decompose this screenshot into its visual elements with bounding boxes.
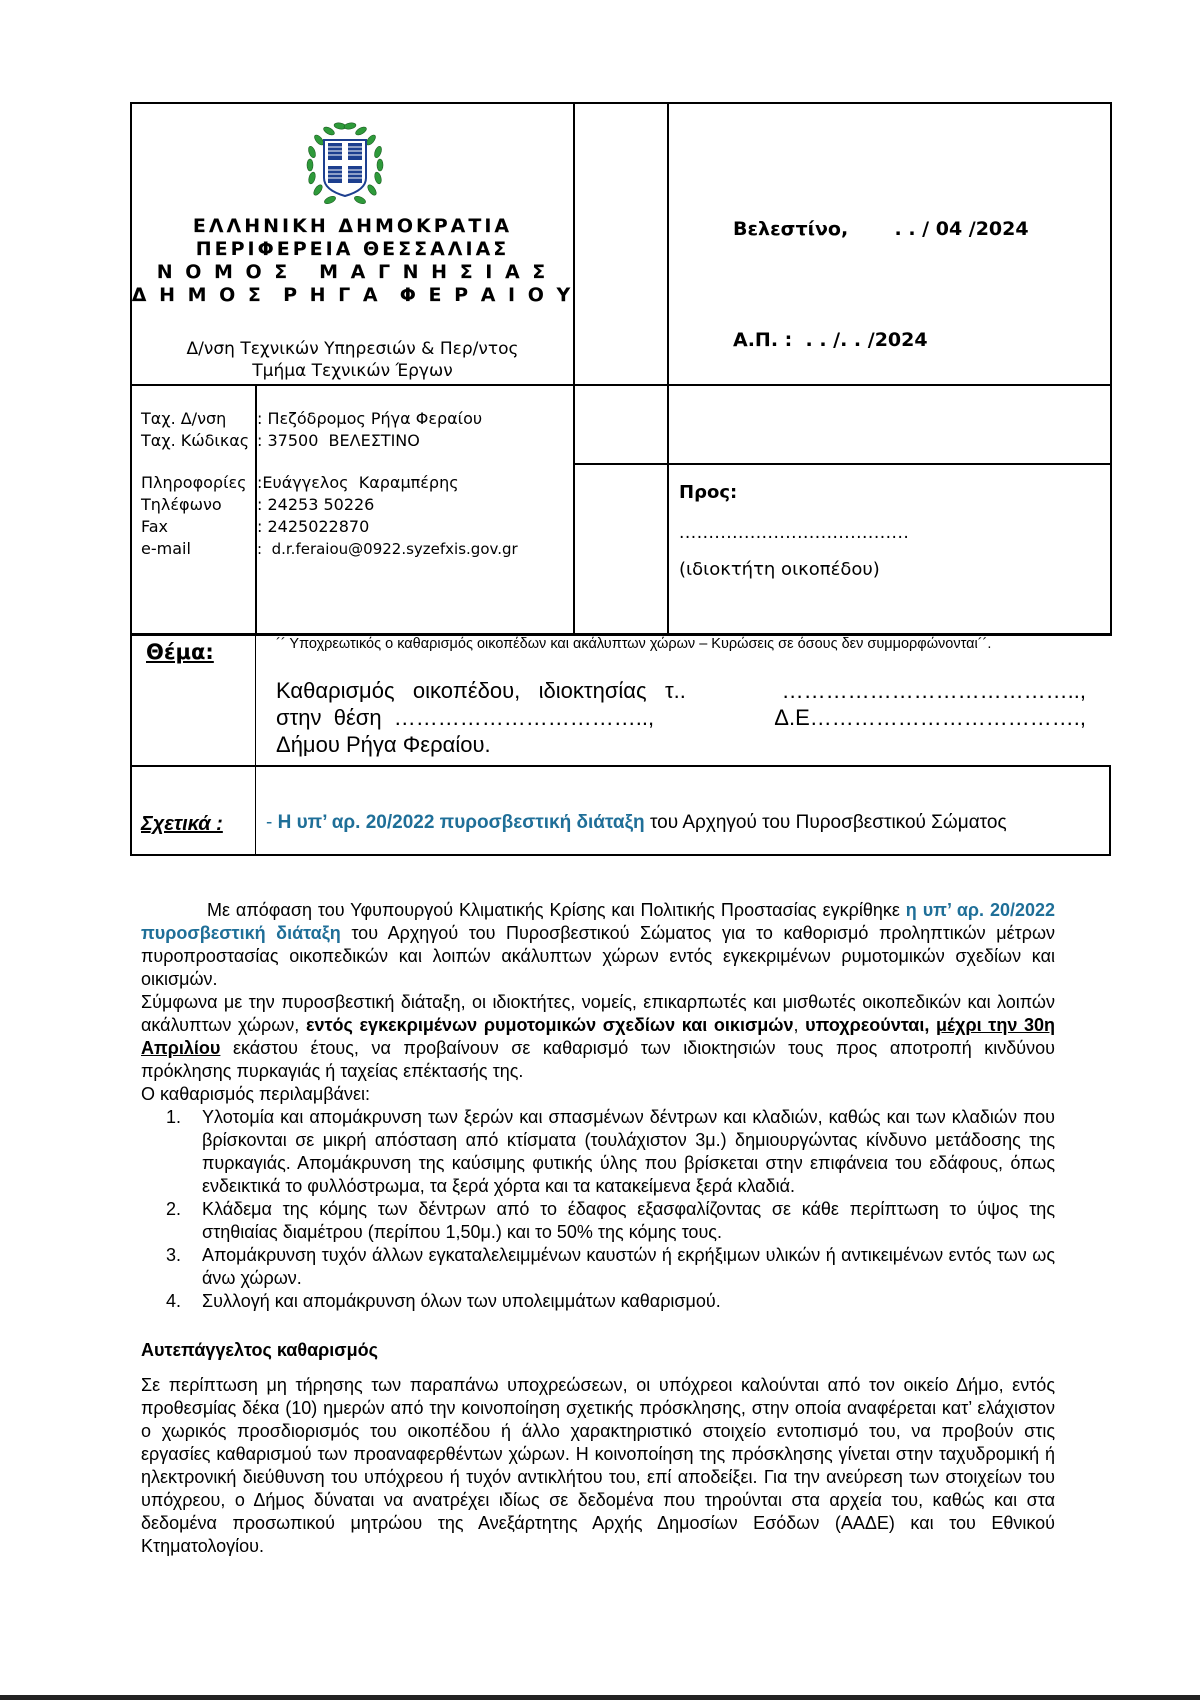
related-label: Σχετικά : (141, 813, 223, 835)
list-item (141, 1244, 1055, 1290)
list-text: Κλάδεμα της κόμης των δέντρων από το έδαφος εξασφαλίζοντας σε κάθε περίπτωση το ύψος της στηθιαίας διαμέτρου (περίπου 1,50μ.) και το 50% της κόμης τους. (202, 1199, 1055, 1242)
recipient-box-top (574, 463, 1112, 465)
contact-label: e-mail (141, 539, 191, 558)
paragraph-2 (141, 991, 1055, 1083)
date-protocol-block (733, 137, 1029, 396)
government-line-2: ΠΕΡΙΦΕΡΕΙΑ ΘΕΣΣΑΛΙΑΣ (195, 238, 510, 260)
p1-text-end: του Αρχηγού του Πυροσβεστικού Σώματος για το καθορισμό προληπτικών μέτρων πυροπροστασίας οικοπεδικών και λοιπών ακάλυπτων χώρων εντός εγκεκριμένων ρυμοτομικών σχεδίων και οικισμών. (141, 923, 1055, 989)
subject-label: Θέμα: (146, 640, 214, 664)
subject-fill: ………………………………….., (781, 678, 1086, 703)
paragraph-1 (141, 899, 1055, 991)
contact-row (141, 516, 518, 538)
contact-value: : Πεζόδρομος Ρήγα Φεραίου (257, 409, 483, 428)
recipient-role: (ιδιοκτήτη οικοπέδου) (679, 559, 880, 580)
p2-bold-obligation: υποχρεούνται, (805, 1015, 937, 1035)
section-heading: Αυτεπάγγελτος καθαρισμός (141, 1340, 378, 1360)
document-body (141, 899, 1055, 1558)
recipient-name-placeholder: ....................................... (679, 523, 910, 543)
cleaning-list (141, 1106, 1055, 1313)
subject-line-2 (276, 704, 1086, 731)
page-bottom-edge (0, 1695, 1200, 1700)
list-item (141, 1106, 1055, 1198)
related-row-top (130, 765, 1111, 767)
contact-value: : 2425022870 (257, 517, 370, 536)
paragraph-4: Σε περίπτωση μη τήρησης των παραπάνω υποχρεώσεων, οι υπόχρεοι καλούνται από τον οικείο Δήμο, εντός προθεσμίας δέκα (10) ημερών από την κοινοποίηση σχετικής πρόσκλησης, στην οποία αναφέρεται κατ’ ελάχιστον ο χωρικός προσδιορισμός του οικοπέδου ή άλλο χαρακτηριστικό στοιχείο εντοπισμό του, να προβούν στις εργασίες καθαρισμού των προαναφερθέντων χώρων. Η κοινοποίηση της πρόσκλησης γίνεται στην ταχυδρομική ή ηλεκτρονική διεύθυνση του υπόχρεου ή τυχόν αντικλήτου του, επί αποδείξει. Για την ανεύρεση των στοιχείων του υπόχρεου, ο Δήμος δύναται να ανατρέχει ιδίως σε δεδομένα που τηρούνται στα αρχεία του, καθώς και στα δεδομένα προσωπικού μητρώου της Ανεξάρτητης Αρχής Δημοσίων Εσόδων (ΑΑΔΕ) και του Εθνικού Κτηματολογίου. (141, 1375, 1055, 1556)
list-text: Απομάκρυνση τυχόν άλλων εγκαταλελειμμένων καυστών ή εκρήξιμων υλικών ή αντικειμένων εντός των ως άνω χώρων. (202, 1245, 1055, 1288)
department-name: Δ/νση Τεχνικών Υπηρεσιών & Περ/ντος (186, 339, 519, 359)
p2-deadline: μέχρι την 30η Απριλίου (141, 1015, 1055, 1058)
contact-details (141, 408, 518, 560)
subject-line-1 (276, 677, 1086, 704)
p2-text-end: εκάστου έτους, να προβαίνουν σε καθαρισμό των ιδιοκτησιών τους προς αποτροπή κινδύνου πρόκλησης πυρκαγιάς ή ταχείας επέκτασής της. (141, 1038, 1055, 1081)
contact-label: Ταχ. Δ/νση (141, 409, 227, 428)
contact-label: Ταχ. Κώδικας (141, 431, 250, 450)
p2-text: Σύμφωνα με την πυροσβεστική διάταξη, οι ιδιοκτήτες, νομείς, επικαρπωτές και μισθωτές οικοπεδικών και λοιπών ακάλυπτων χώρων, (141, 992, 1055, 1035)
related-ordinance: Η υπ’ αρ. 20/2022 πυροσβεστική διάταξη (277, 812, 645, 833)
p2-bold-scope: εντός εγκεκριμένων ρυμοτομικών σχεδίων και οικισμών (305, 1015, 794, 1035)
related-right (1109, 765, 1111, 855)
paragraph-3: Ο καθαρισμός περιλαμβάνει: (141, 1084, 370, 1104)
p1-text: Με απόφαση του Υφυπουργού Κλιματικής Κρίσης και Πολιτικής Προστασίας εγκρίθηκε (207, 900, 906, 920)
government-line-4: Δ Η Μ Ο Σ Ρ Η Γ Α Φ Ε Ρ Α Ι Ο Υ (131, 284, 574, 306)
subject-line-3: Δήμου Ρήγα Φεραίου. (276, 732, 491, 757)
government-line-1: ΕΛΛΗΝΙΚΗ ΔΗΜΟΚΡΑΤΙΑ (192, 215, 513, 237)
contact-value: : 37500 ΒΕΛΕΣΤΙΝΟ (257, 431, 420, 450)
contact-label: Πληροφορίες (141, 473, 247, 492)
related-dash: - (266, 812, 278, 833)
subject-text: Καθαρισμός οικοπέδου, ιδιοκτησίας τ.. (276, 678, 686, 703)
list-item (141, 1290, 1055, 1313)
table-border-right (1110, 102, 1112, 634)
list-number: 4. (166, 1291, 182, 1311)
contact-value: : 24253 50226 (257, 495, 375, 514)
government-line-3: Ν Ο Μ Ο Σ Μ Α Γ Ν Η Σ Ι Α Σ (156, 261, 549, 283)
contact-row (141, 538, 518, 560)
email-value: : d.r.feraiou@0922.syzefxis.gov.gr (257, 540, 518, 558)
protocol-number: Α.Π. : . . /. . /2024 (733, 329, 928, 351)
related-text (266, 812, 1007, 834)
related-rest: του Αρχηγού του Πυροσβεστικού Σώματος (644, 812, 1007, 833)
list-item (141, 1198, 1055, 1244)
p1-ordinance: η υπ’ αρ. 20/2022 πυροσβεστική διάταξη (141, 900, 1056, 943)
section-name: Τμήμα Τεχνικών Έργων (252, 361, 453, 381)
contact-row (141, 472, 518, 494)
list-number: 3. (166, 1245, 182, 1265)
table-border-bottom (130, 854, 1111, 856)
contact-row (141, 408, 518, 430)
subject-unit: Δ.Ε………………………………., (774, 705, 1086, 730)
table-border-top (130, 102, 1112, 104)
col-divider-2 (667, 102, 669, 634)
contact-value: :Ευάγγελος Καραμπέρης (257, 473, 459, 492)
contact-label: Fax (141, 517, 169, 536)
p2-comma: , (793, 1015, 806, 1035)
list-text: Συλλογή και απομάκρυνση όλων των υπολειμμάτων καθαρισμού. (202, 1291, 721, 1311)
contact-label: Τηλέφωνο (141, 495, 222, 514)
greek-coat-of-arms-icon (302, 120, 388, 212)
recipient-title: Προς: (679, 482, 738, 503)
recipient-block (679, 482, 909, 580)
subject-small-text: ´´ Υποχρεωτικός ο καθαρισμός οικοπέδων και ακάλυπτων χώρων – Κυρώσεις σε όσους δεν συμμορφώνονται´´. (276, 636, 992, 652)
subject-details (276, 677, 1086, 758)
list-number: 2. (166, 1199, 182, 1219)
subject-location: στην θέση …………………………….., (276, 705, 655, 730)
list-text: Υλοτομία και απομάκρυνση των ξερών και σπασμένων δέντρων και κλαδιών, καθώς και των κλαδιών που βρίσκονται σε μικρή απόσταση από κτίσματα (τουλάχιστον 3μ.) δημιουργώντας κίνδυνο μετάδοσης της πυρκαγιάς. Απομάκρυνση της καύσιμης φυτικής ύλης που βρίσκεται στην επιφάνεια του εδάφους, όπως ενδεικτικά το φυλλόστρωμα, τα ξερά χόρτα και τα κατακείμενα ξερά κλαδιά. (202, 1107, 1055, 1196)
subject-divider (255, 634, 256, 855)
place-date: Βελεστίνο, . . / 04 /2024 (733, 218, 1029, 240)
list-number: 1. (166, 1107, 182, 1127)
contact-row (141, 430, 518, 452)
contact-row (141, 494, 518, 516)
